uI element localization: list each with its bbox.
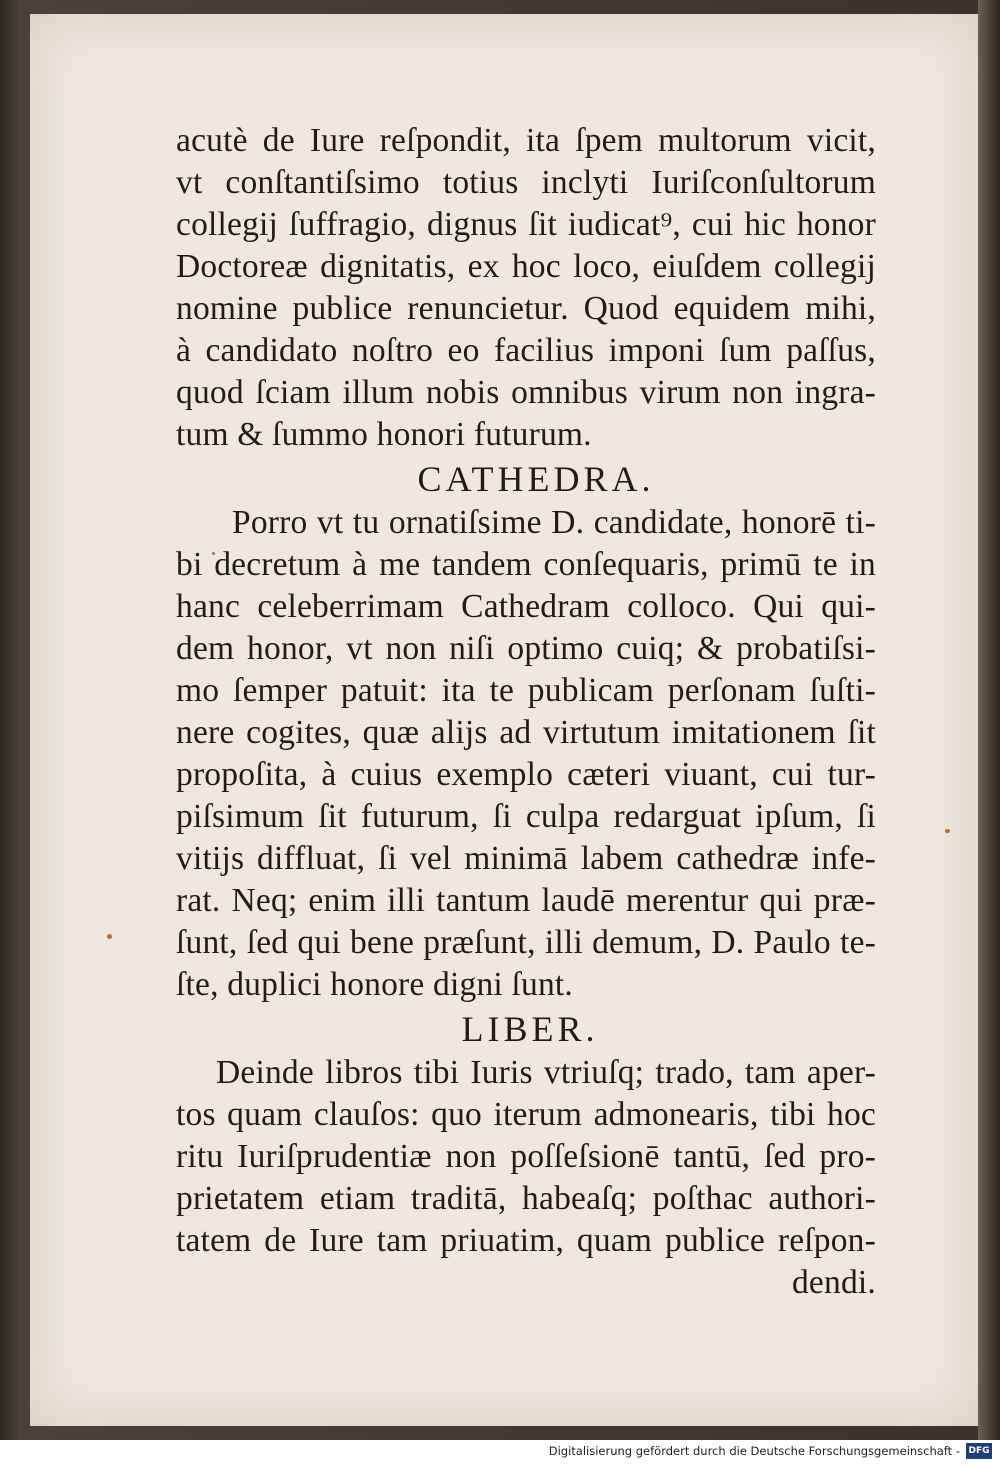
text-line: à candidato noſtro eo facilius imponi ſum paſſus, bbox=[176, 332, 876, 369]
footer-credit: Digitalisierung gefördert durch die Deutsche Forschungsgemeinschaft - bbox=[548, 1444, 960, 1458]
text-line: mo ſemper patuit: ita te publicam perſonam ſuſti- bbox=[176, 672, 876, 709]
text-line: piſsimum ſit futurum, ſi culpa redarguat ipſum, ſi bbox=[176, 798, 876, 835]
dfg-logo: DFG bbox=[966, 1443, 992, 1459]
page-text bbox=[176, 120, 876, 1304]
text-line: acutè de Iure reſpondit, ita ſpem multorum vicit, bbox=[176, 122, 876, 159]
text-line: tos quam clauſos: quo iterum admonearis, tibi hoc bbox=[176, 1096, 876, 1133]
paragraph-liber bbox=[176, 1052, 876, 1262]
text-line: dem honor, vt non niſi optimo cuiq; & probatiſsi- bbox=[176, 630, 876, 667]
heading-cathedra: CATHEDRA. bbox=[417, 459, 655, 499]
text-line: vitijs diffluat, ſi vel minimā labem cathedræ infe- bbox=[176, 840, 876, 877]
text-line: bi decretum à me tandem conſequaris, primū te in bbox=[176, 546, 876, 583]
paragraph-cathedra bbox=[176, 502, 876, 1006]
text-line: nomine publice renuncietur. Quod equidem mihi, bbox=[176, 290, 876, 327]
text-line: tatem de Iure tam priuatim, quam publice reſpon- bbox=[176, 1222, 876, 1259]
text-line: propoſita, à cuius exemplo cæteri viuant, cui tur- bbox=[176, 756, 876, 793]
text-line: vt conſtantiſsimo totius inclyti Iuriſconſultorum bbox=[176, 164, 876, 201]
text-line: Doctoreæ dignitatis, ex hoc loco, eiuſdem collegij bbox=[176, 248, 876, 285]
paper-speck bbox=[107, 934, 112, 939]
text-line: ritu Iuriſprudentiæ non poſſeſsionē tantū, ſed pro- bbox=[176, 1138, 876, 1175]
catchword-line: dendi. bbox=[791, 1264, 876, 1301]
paragraph-intro bbox=[176, 120, 876, 456]
text-line: tum & ſummo honori futurum. bbox=[176, 416, 592, 453]
heading-liber: LIBER. bbox=[461, 1009, 599, 1049]
text-line: nere cogites, quæ alijs ad virtutum imitationem ſit bbox=[176, 714, 876, 751]
text-line: hanc celeberrimam Cathedram colloco. Qui qui- bbox=[176, 588, 876, 625]
text-line: rat. Neq; enim illi tantum laudē merentur qui præ- bbox=[176, 882, 876, 919]
text-line: ſunt, ſed qui bene præſunt, illi demum, D. Paulo te- bbox=[176, 924, 876, 961]
page-edge bbox=[978, 0, 1000, 1440]
text-line: quod ſciam illum nobis omnibus virum non ingra- bbox=[176, 374, 876, 411]
text-line: prietatem etiam traditā, habeaſq; poſthac authori- bbox=[176, 1180, 876, 1217]
text-line: collegij ſuffragio, dignus ſit iudicat⁹, cui hic honor bbox=[176, 206, 876, 243]
text-line: Deinde libros tibi Iuris vtriuſq; trado, tam aper- bbox=[216, 1054, 876, 1091]
text-line: ſte, duplici honore digni ſunt. bbox=[176, 966, 573, 1003]
text-line: Porro vt tu ornatiſsime D. candidate, honorē ti- bbox=[232, 504, 876, 541]
paper-speck bbox=[945, 829, 950, 833]
